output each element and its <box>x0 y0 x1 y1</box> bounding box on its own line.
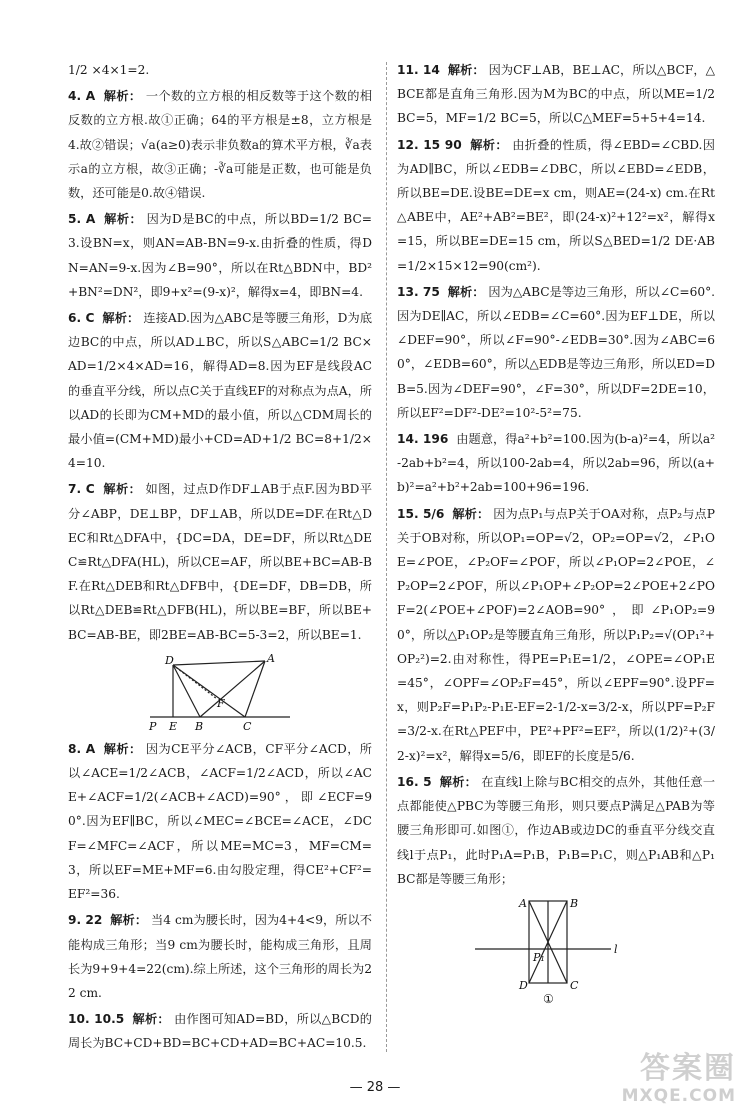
answer-item <box>68 207 372 304</box>
answer-item <box>397 58 715 131</box>
answer-number: 14. 196 <box>397 432 449 447</box>
figure-label: C <box>570 978 579 992</box>
answer-item <box>68 1007 372 1055</box>
figure-16-diagram <box>471 897 641 1007</box>
figure-label: C <box>243 719 252 733</box>
column-divider <box>386 62 387 1052</box>
analysis-label: 解析： <box>104 212 143 227</box>
answer-text: 因为D是BC的中点，所以BD=1/2 BC=3.设BN=x，则AN=AB-BN=9-x.由折叠的性质，得DN=AN=9-x.因为∠B=90°，所以在Rt△BDN中，BD²+BN²=DN²，即9+x²=(9-x)²，解得x=4，即BN=4. <box>68 212 373 299</box>
figure-label: D <box>165 653 174 667</box>
analysis-label: 解析： <box>132 1012 170 1027</box>
page-number: — 28 — <box>349 1080 401 1095</box>
answer-item <box>68 84 372 205</box>
answer-number: 9. 22 <box>68 913 103 928</box>
answer-item <box>68 477 372 646</box>
figure-label: A <box>519 896 527 910</box>
answer-number: 16. 5 <box>397 774 432 789</box>
answer-item <box>397 770 715 891</box>
answer-number: 15. 5/6 <box>397 506 445 521</box>
figure-label: F <box>217 696 225 710</box>
answer-text: 1/2 ×4×1=2. <box>68 63 150 77</box>
watermark-logo <box>622 1052 736 1106</box>
answer-number: 7. C <box>68 482 95 497</box>
answer-item <box>397 502 715 768</box>
analysis-label: 解析： <box>470 137 508 152</box>
answer-item <box>397 427 715 500</box>
answer-text: 由折叠的性质，得∠EBD=∠CBD.因为AD∥BC，所以∠EDB=∠DBC，所以∠EBD=∠EDB，所以BE=DE.设BE=DE=x cm，则AE=(24-x) cm.在Rt△ABE中，AE²+AB²=BE²，即(24-x)²+12²=x²，解得x=15，所以BE=DE=15 cm，所以S△BED=1/2 DE·AB=1/2×15×12=90(cm²). <box>397 137 715 273</box>
answer-number: 4. A <box>68 89 96 104</box>
answer-item <box>68 908 372 1005</box>
answer-text: 连接AD.因为△ABC是等腰三角形，D为底边BC的中点，所以AD⊥BC，所以S△ABC=1/2 BC×AD=1/2×4×AD=16，解得AD=8.因为EF是线段AC的垂直平分线，所以点C关于直线EF的对称点为点A，所以AD的长即为CM+MD的最小值，所以△CDM周长的最小值=(CM+MD)最小+CD=AD+1/2 BC=8+1/2×4=10. <box>68 311 373 471</box>
answer-item <box>68 737 372 906</box>
watermark-text: 答案圈 <box>640 1051 736 1086</box>
figure-label: A <box>267 652 275 665</box>
analysis-label: 解析： <box>102 311 140 326</box>
answer-item <box>68 58 372 82</box>
answer-text: 由题意，得a²+b²=100.因为(b-a)²=4，所以a²-2ab+b²=4，所以100-2ab=4，所以2ab=96，所以(a+b)²=a²+b²+2ab=100+96=196. <box>397 432 715 495</box>
answer-text: 因为CF⊥AB，BE⊥AC，所以△BCF，△BCE都是直角三角形.因为M为BC的中点，所以ME=1/2 BC=5，MF=1/2 BC=5，所以C△MEF=5+5+4=14. <box>397 63 716 126</box>
analysis-label: 解析： <box>447 63 485 77</box>
figure-7-diagram <box>145 653 295 733</box>
answer-number: 12. 15 90 <box>397 137 462 152</box>
analysis-label: 解析： <box>103 741 142 756</box>
answer-text: 由作图可知AD=BD，所以△BCD的周长为BC+CD+BD=BC+CD+AD=BC+AC=10.5. <box>68 1012 372 1051</box>
analysis-label: 解析： <box>103 89 142 104</box>
answer-number: 6. C <box>68 311 95 326</box>
figure-caption: ① <box>543 991 554 1006</box>
figure-label: P₁ <box>533 950 545 964</box>
analysis-label: 解析： <box>439 774 478 789</box>
right-column <box>397 58 715 1011</box>
answer-item <box>397 133 715 278</box>
answer-number: 11. 14 <box>397 63 440 77</box>
figure-label: P <box>149 719 157 733</box>
answer-number: 5. A <box>68 212 96 227</box>
left-column <box>68 58 372 1058</box>
answer-text: 在直线l上除与BC相交的点外，其他任意一点都能使△PBC为等腰三角形，则只要点P满足△PAB为等腰三角形即可.如图①，作边AB或边DC的垂直平分线交直线l于点P₁，此时P₁A=P₁B，P₁B=P₁C，则△P₁AB和△P₁BC都是等腰三角形； <box>397 774 716 886</box>
figure-label: B <box>570 896 579 910</box>
analysis-label: 解析： <box>103 482 142 497</box>
answer-text: 因为CE平分∠ACB，CF平分∠ACD，所以∠ACE=1/2∠ACB，∠ACF=1/2∠ACD，所以∠ACE+∠ACF=1/2(∠ACB+∠ACD)=90°，即∠ECF=90°.因为EF∥BC，所以∠MEC=∠BCE=∠ACE，∠DCF=∠MFC=∠ACF，所以ME=MC=3，MF=CM=3，所以EF=ME+MF=6.由勾股定理，得CE²+CF²=EF²=36. <box>68 741 372 902</box>
analysis-label: 解析： <box>447 284 485 299</box>
watermark-url: MXQE.COM <box>621 1086 736 1106</box>
answer-number: 8. A <box>68 741 96 756</box>
answer-text: 如图，过点D作DF⊥AB于点F.因为BD平分∠ABP，DE⊥BP，DF⊥AB，所以DE=DF.在Rt△DEC和Rt△DFA中，{DC=DA，DE=DF，所以Rt△DEC≌Rt△DFA(HL)，所以CE=AF，所以BE+BC=AB-BF.在Rt△DEB和Rt△DFB中，{DE=DF，DB=DB，所以Rt△DEB≌Rt△DFB(HL)，所以BE=BF，所以BE+BC=AB-BE，即2BE=AB-BC=5-3=2，所以BE=1. <box>68 482 373 642</box>
answer-text: 因为点P₁与点P关于OA对称，点P₂与点P关于OB对称，所以OP₁=OP=√2，OP₂=OP=√2，∠P₁OE=∠POE，∠P₂OF=∠POF，所以∠P₁OP=2∠POE，∠P₂OP=2∠POF，所以∠P₁OP+∠P₂OP=2∠POE+2∠POF=2(∠POE+∠POF)=2∠AOB=90°，即∠P₁OP₂=90°，所以△P₁OP₂是等腰直角三角形，所以P₁P₂=√(OP₁²+OP₂²)=2.由对称性，得PE=P₁E=1/2，∠OPE=∠OP₁E=45°，∠OPF=∠OP₂F=45°，所以∠EPF=90°.设PF=x，则P₂F=P₁P₂-P₁E-EF=2-1/2-x=3/2-x，所以PF=P₂F=3/2-x.在Rt△PEF中，PE²+PF²=EF²，所以(1/2)²+(3/2-x)²=x²，解得x=5/6，即EF的长度是5/6. <box>397 506 716 763</box>
answer-item <box>397 280 715 425</box>
figure-label: E <box>169 719 178 733</box>
figure-label: l <box>614 942 618 956</box>
answer-text: 因为△ABC是等边三角形，所以∠C=60°.因为DE∥AC，所以∠EDB=∠C=60°.因为EF⊥DE，所以∠DEF=90°，所以∠F=90°-∠EDB=30°.因为∠ABC=60°，∠EDB=60°，所以△EDB是等边三角形，所以ED=DB=5.因为∠DEF=90°，∠F=30°，所以DF=2DE=10，所以EF²=DF²-DE²=10²-5²=75. <box>397 284 716 420</box>
figure-label: D <box>519 978 528 992</box>
answer-text: 一个数的立方根的相反数等于这个数的相反数的立方根.故①正确；64的平方根是±8，立方根是4.故②错误；√a(a≥0)表示非负数a的算术平方根，∛a表示a的立方根，故③正确；-∛a可能是正数，也可能是负数，还可能是0.故④错误. <box>68 89 373 201</box>
figure-label: B <box>195 719 204 733</box>
analysis-label: 解析： <box>452 506 490 521</box>
answer-number: 13. 75 <box>397 284 440 299</box>
answer-item <box>68 306 372 475</box>
answer-text: 当4 cm为腰长时，因为4+4<9，所以不能构成三角形；当9 cm为腰长时，能构成三角形，且周长为9+9+4=22(cm).综上所述，这个三角形的周长为22 cm. <box>68 913 372 1000</box>
answer-number: 10. 10.5 <box>68 1012 125 1027</box>
analysis-label: 解析： <box>110 913 148 928</box>
